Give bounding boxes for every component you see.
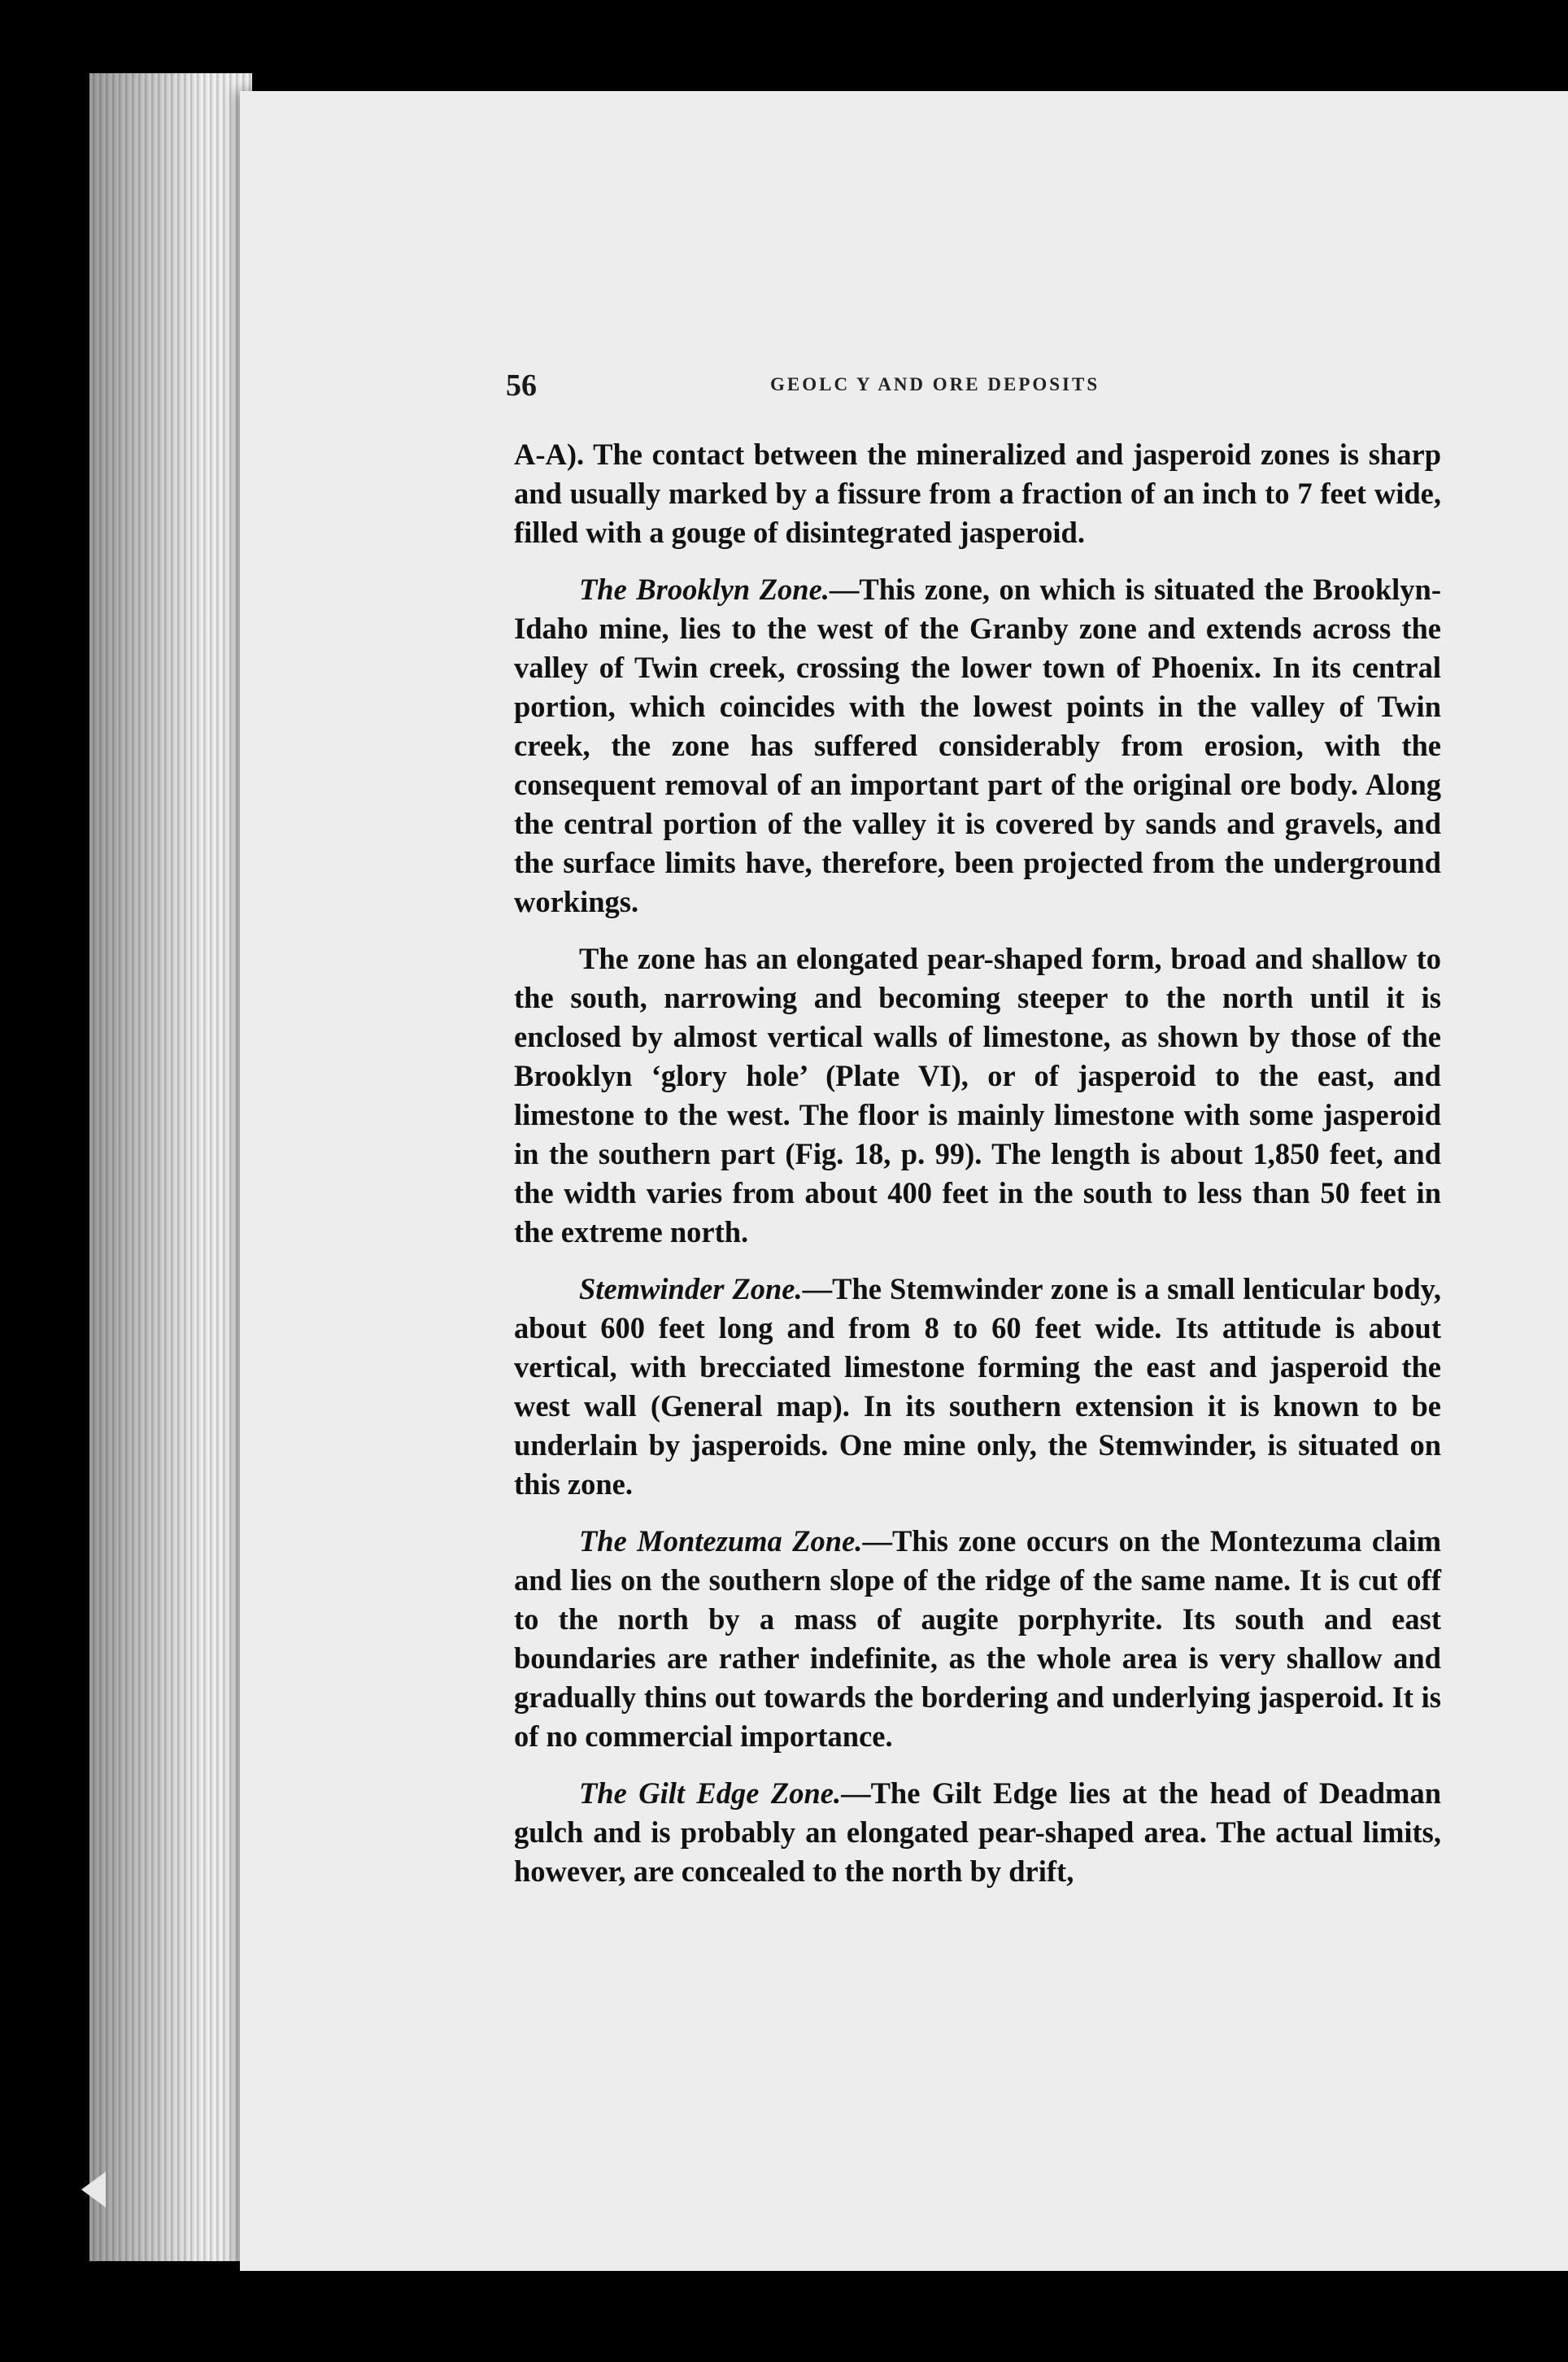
section-heading-gilt-edge: The Gilt Edge Zone. bbox=[579, 1776, 842, 1810]
paragraph-brooklyn-zone bbox=[514, 570, 1441, 922]
paragraph-text: —The Stemwinder zone is a small lenticular body, about 600 feet long and from 8 to 60 feet wide. Its attitude is about vertical, with brecciated limestone forming the east and jasperoid the west wall (General map). In its southern extension it is known to be underlain by jasperoids. One mine only, the Stemwinder, is situated on this zone. bbox=[514, 1272, 1441, 1501]
paragraph-text: —This zone occurs on the Montezuma claim and lies on the southern slope of the ridge of the same name. It is cut off to the north by a mass of augite porphyrite. Its south and east boundaries are rather indefinite, as the whole area is very shallow and gradually thins out towards the bordering and underlying jasperoid. It is of no commercial importance. bbox=[514, 1524, 1441, 1753]
paragraph-gilt-edge-zone bbox=[514, 1774, 1441, 1891]
page-edge-shadow bbox=[89, 73, 252, 2261]
section-heading-stemwinder: Stemwinder Zone. bbox=[579, 1272, 803, 1305]
page-number: 56 bbox=[506, 368, 537, 403]
paragraph-contact bbox=[514, 435, 1441, 552]
paragraph-montezuma-zone bbox=[514, 1522, 1441, 1756]
paragraph-text: —The Gilt Edge lies at the head of Deadman gulch and is probably an elongated pear-shaped area. The actual limits, however, are concealed to the north by drift, bbox=[514, 1776, 1441, 1888]
paragraph-text: The zone has an elongated pear-shaped form, broad and shallow to the south, narrowing and becoming steeper to the north until it is enclosed by almost vertical walls of limestone, as shown by those of the Brooklyn ‘glory hole’ (Plate VI), or of jasperoid to the east, and limestone to the west. The floor is mainly limestone with some jasperoid in the southern part (Fig. 18, p. 99). The length is about 1,850 feet, and the width varies from about 400 feet in the south to less than 50 feet in the extreme north. bbox=[514, 942, 1441, 1249]
section-heading-montezuma: The Montezuma Zone. bbox=[579, 1524, 863, 1558]
paragraph-stemwinder-zone bbox=[514, 1270, 1441, 1504]
section-heading-brooklyn: The Brooklyn Zone. bbox=[579, 573, 830, 606]
body-text bbox=[514, 435, 1441, 1909]
running-head bbox=[506, 368, 1441, 408]
left-margin-flag bbox=[81, 2172, 106, 2207]
paragraph-text: —This zone, on which is situated the Brooklyn-Idaho mine, lies to the west of the Granby zone and extends across the valley of Twin creek, crossing the lower town of Phoenix. In its central portion, which coincides with the lowest points in the valley of Twin creek, the zone has suffered considerably from erosion, with the consequent removal of an important part of the original ore body. Along the central portion of the valley it is covered by sands and gravels, and the surface limits have, therefore, been projected from the underground workings. bbox=[514, 573, 1441, 918]
running-title: GEOLC Y AND ORE DEPOSITS bbox=[770, 374, 1100, 394]
paragraph-text: A-A). The contact between the mineralized and jasperoid zones is sharp and usually marked by a fissure from a fraction of an inch to 7 feet wide, filled with a gouge of disintegrated jasperoid. bbox=[514, 438, 1441, 549]
paragraph-zone-shape bbox=[514, 939, 1441, 1252]
